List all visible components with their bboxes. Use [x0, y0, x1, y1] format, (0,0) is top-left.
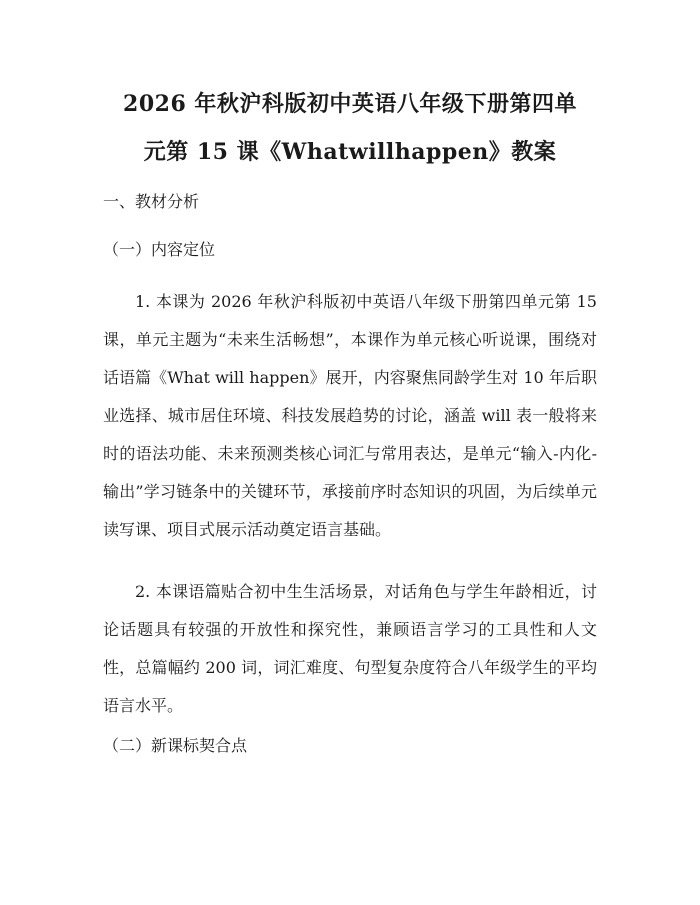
subsection-heading-new-curriculum-fit: （二）新课标契合点 [103, 736, 248, 755]
subsection-heading-content-positioning: （一）内容定位 [103, 240, 216, 259]
section-heading-teaching-material-analysis: 一、教材分析 [103, 192, 200, 211]
document-title-line-2: 元第 15 课《Whatwillhappen》教案 [143, 139, 557, 165]
paragraph-1: 1. 本课为 2026 年秋沪科版初中英语八年级下册第四单元第 15 课，单元主题为“未来生活畅想”，本课作为单元核心听说课，围绕对话语篇《What will happen》展开，内容聚焦同龄学生对 10 年后职业选择、城市居住环境、科技发展趋势的讨论，涵盖 will 表一般将来时的语法功能、未来预测类核心词汇与常用表达，是单元“输入-内化-输出”学习链条中的关键环节，承接前序时态知识的巩固，为后续单元读写课、项目式展示活动奠定语言基础。 [103, 292, 597, 539]
paragraph-2: 2. 本课语篇贴合初中生生活场景，对话角色与学生年龄相近，讨论话题具有较强的开放性和探究性，兼顾语言学习的工具性和人文性，总篇幅约 200 词，词汇难度、句型复杂度符合八年级学生的平均语言水平。 [103, 582, 597, 715]
document-title-line-1: 2026 年秋沪科版初中英语八年级下册第四单 [123, 91, 577, 117]
